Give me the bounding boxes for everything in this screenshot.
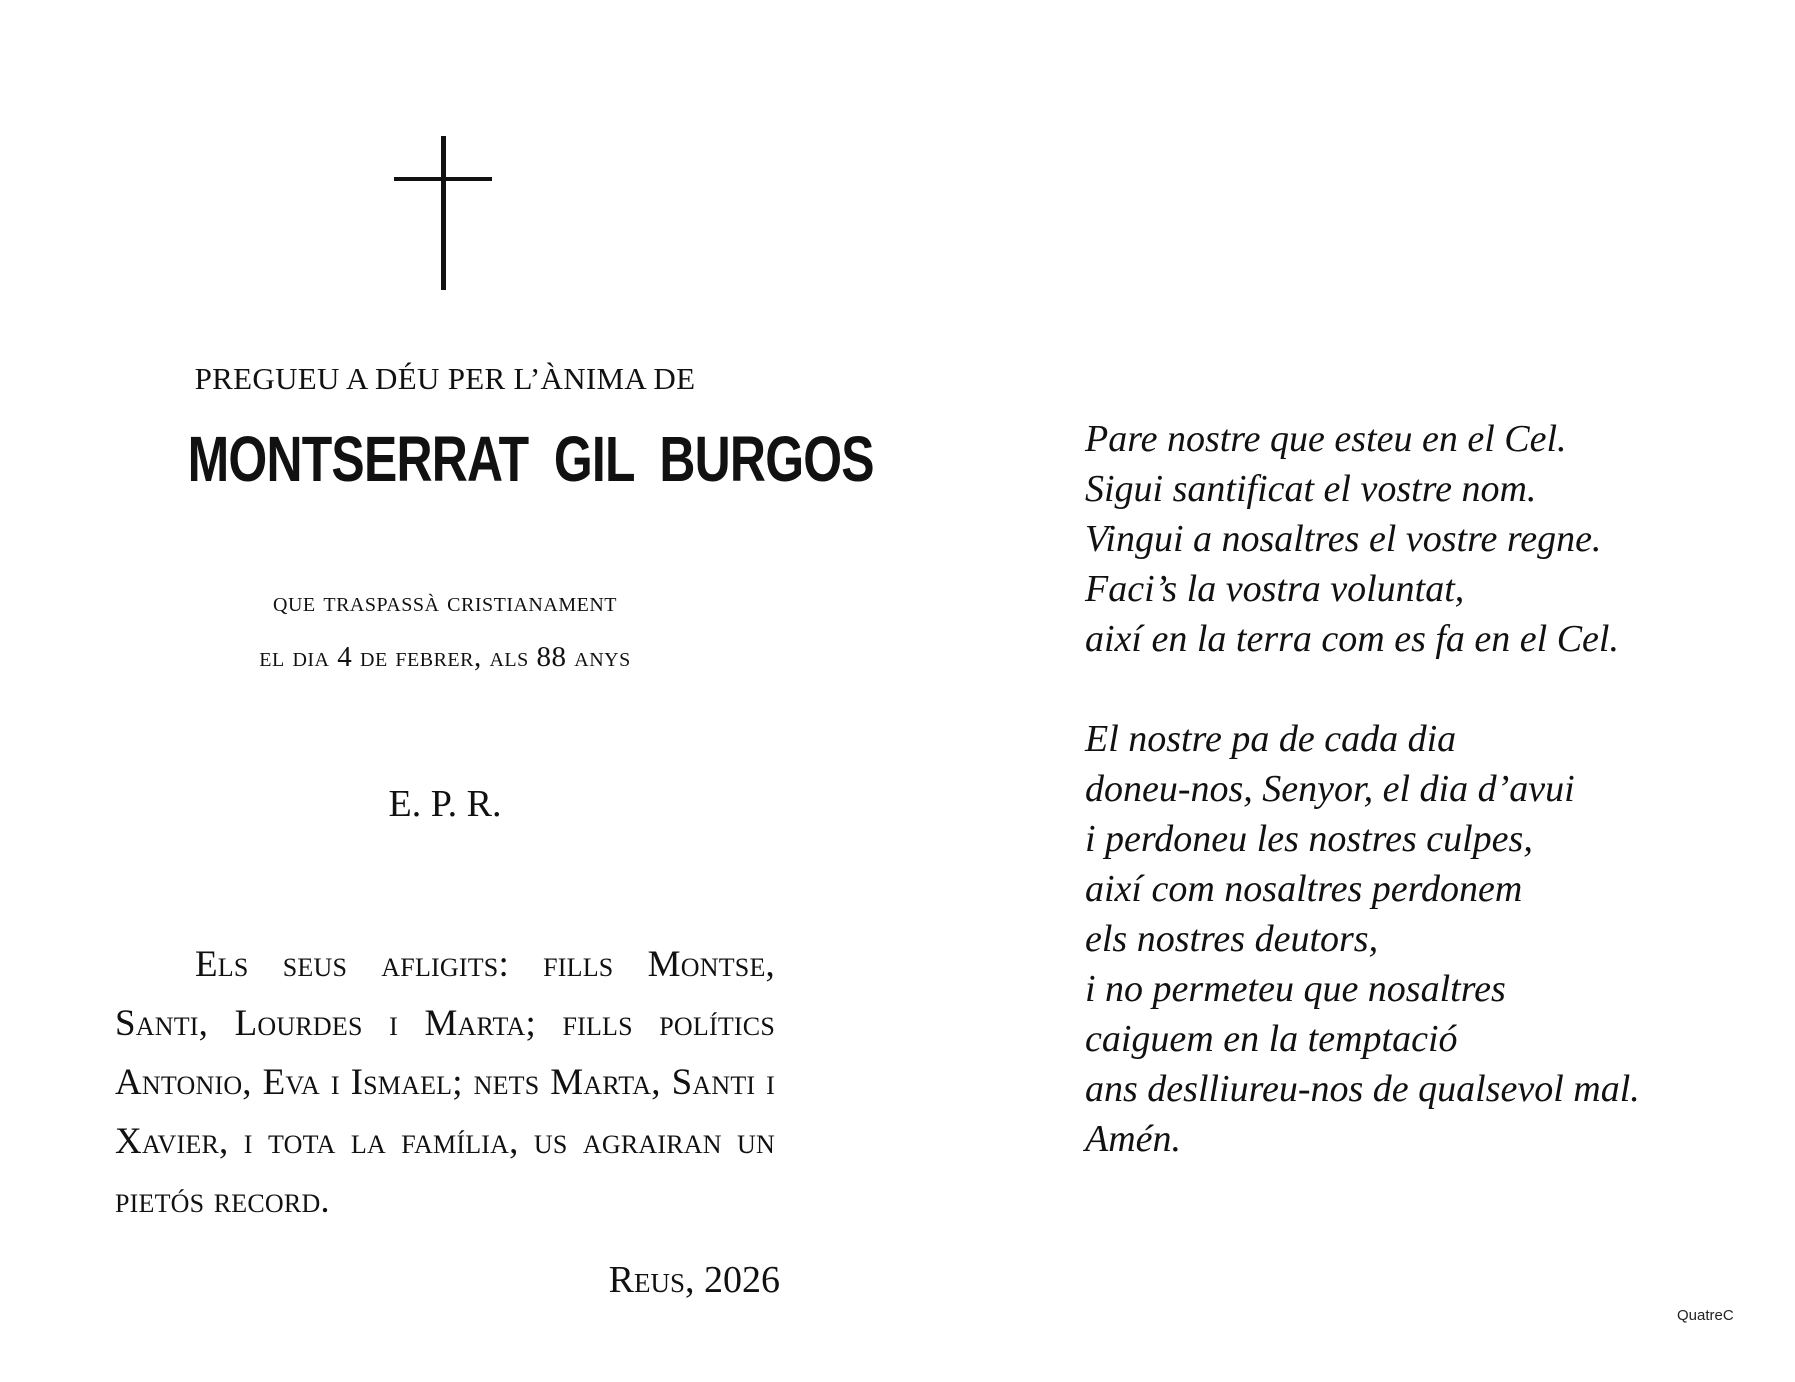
prayer-line: Pare nostre que esteu en el Cel.	[1085, 418, 1567, 460]
prayer-panel	[1085, 414, 1725, 1164]
prayer-line: així en la terra com es fa en el Cel.	[1085, 618, 1619, 660]
prayer-line: així com nosaltres perdonem	[1085, 868, 1523, 910]
prayer-line: ans deslliureu-nos de qualsevol mal.	[1085, 1068, 1640, 1110]
cross-icon	[394, 136, 492, 290]
prayer-line: caiguem en la temptació	[1085, 1018, 1458, 1060]
prayer-line: Faci’s la vostra voluntat,	[1085, 568, 1465, 610]
place-date: Reus, 2026	[608, 1259, 780, 1301]
epr-text: E. P. R.	[388, 783, 502, 825]
deceased-name: MONTSERRAT GIL BURGOS	[187, 423, 874, 495]
prayer-line: El nostre pa de cada dia	[1085, 718, 1457, 760]
prayer-line: Sigui santificat el vostre nom.	[1085, 468, 1537, 510]
prayer-line: i perdoneu les nostres culpes,	[1085, 818, 1533, 860]
prayer-stanza-1	[1085, 414, 1725, 664]
prayer-line: Vingui a nosaltres el vostre regne.	[1085, 518, 1602, 560]
prayer-line: i no permeteu que nosaltres	[1085, 968, 1506, 1010]
cross-vertical-bar	[441, 136, 446, 290]
passed-line-1: que traspassà cristianament	[273, 586, 617, 618]
stanza-gap	[1085, 664, 1725, 714]
passed-line-2: el dia 4 de febrer, als 88 anys	[259, 641, 631, 673]
prayer-line: Amén.	[1085, 1118, 1182, 1160]
cross-horizontal-bar	[394, 177, 492, 181]
family-paragraph: Els seus afligits: fills Montse, Santi, Lourdes i Marta; fills polítics Antonio, Eva i Ismael; nets Marta, Santi i Xavier, i tota la família, us agrairan un pietós record.	[115, 944, 775, 1221]
left-panel	[115, 0, 874, 1382]
prayer-line: doneu-nos, Senyor, el dia d’avui	[1085, 768, 1575, 810]
prayer-line: els nostres deutors,	[1085, 918, 1379, 960]
prayer-stanza-2	[1085, 714, 1725, 1164]
intro-text: PREGUEU A DÉU PER L’ÀNIMA DE	[194, 361, 696, 396]
printer-mark: QuatreC	[1677, 1307, 1734, 1324]
